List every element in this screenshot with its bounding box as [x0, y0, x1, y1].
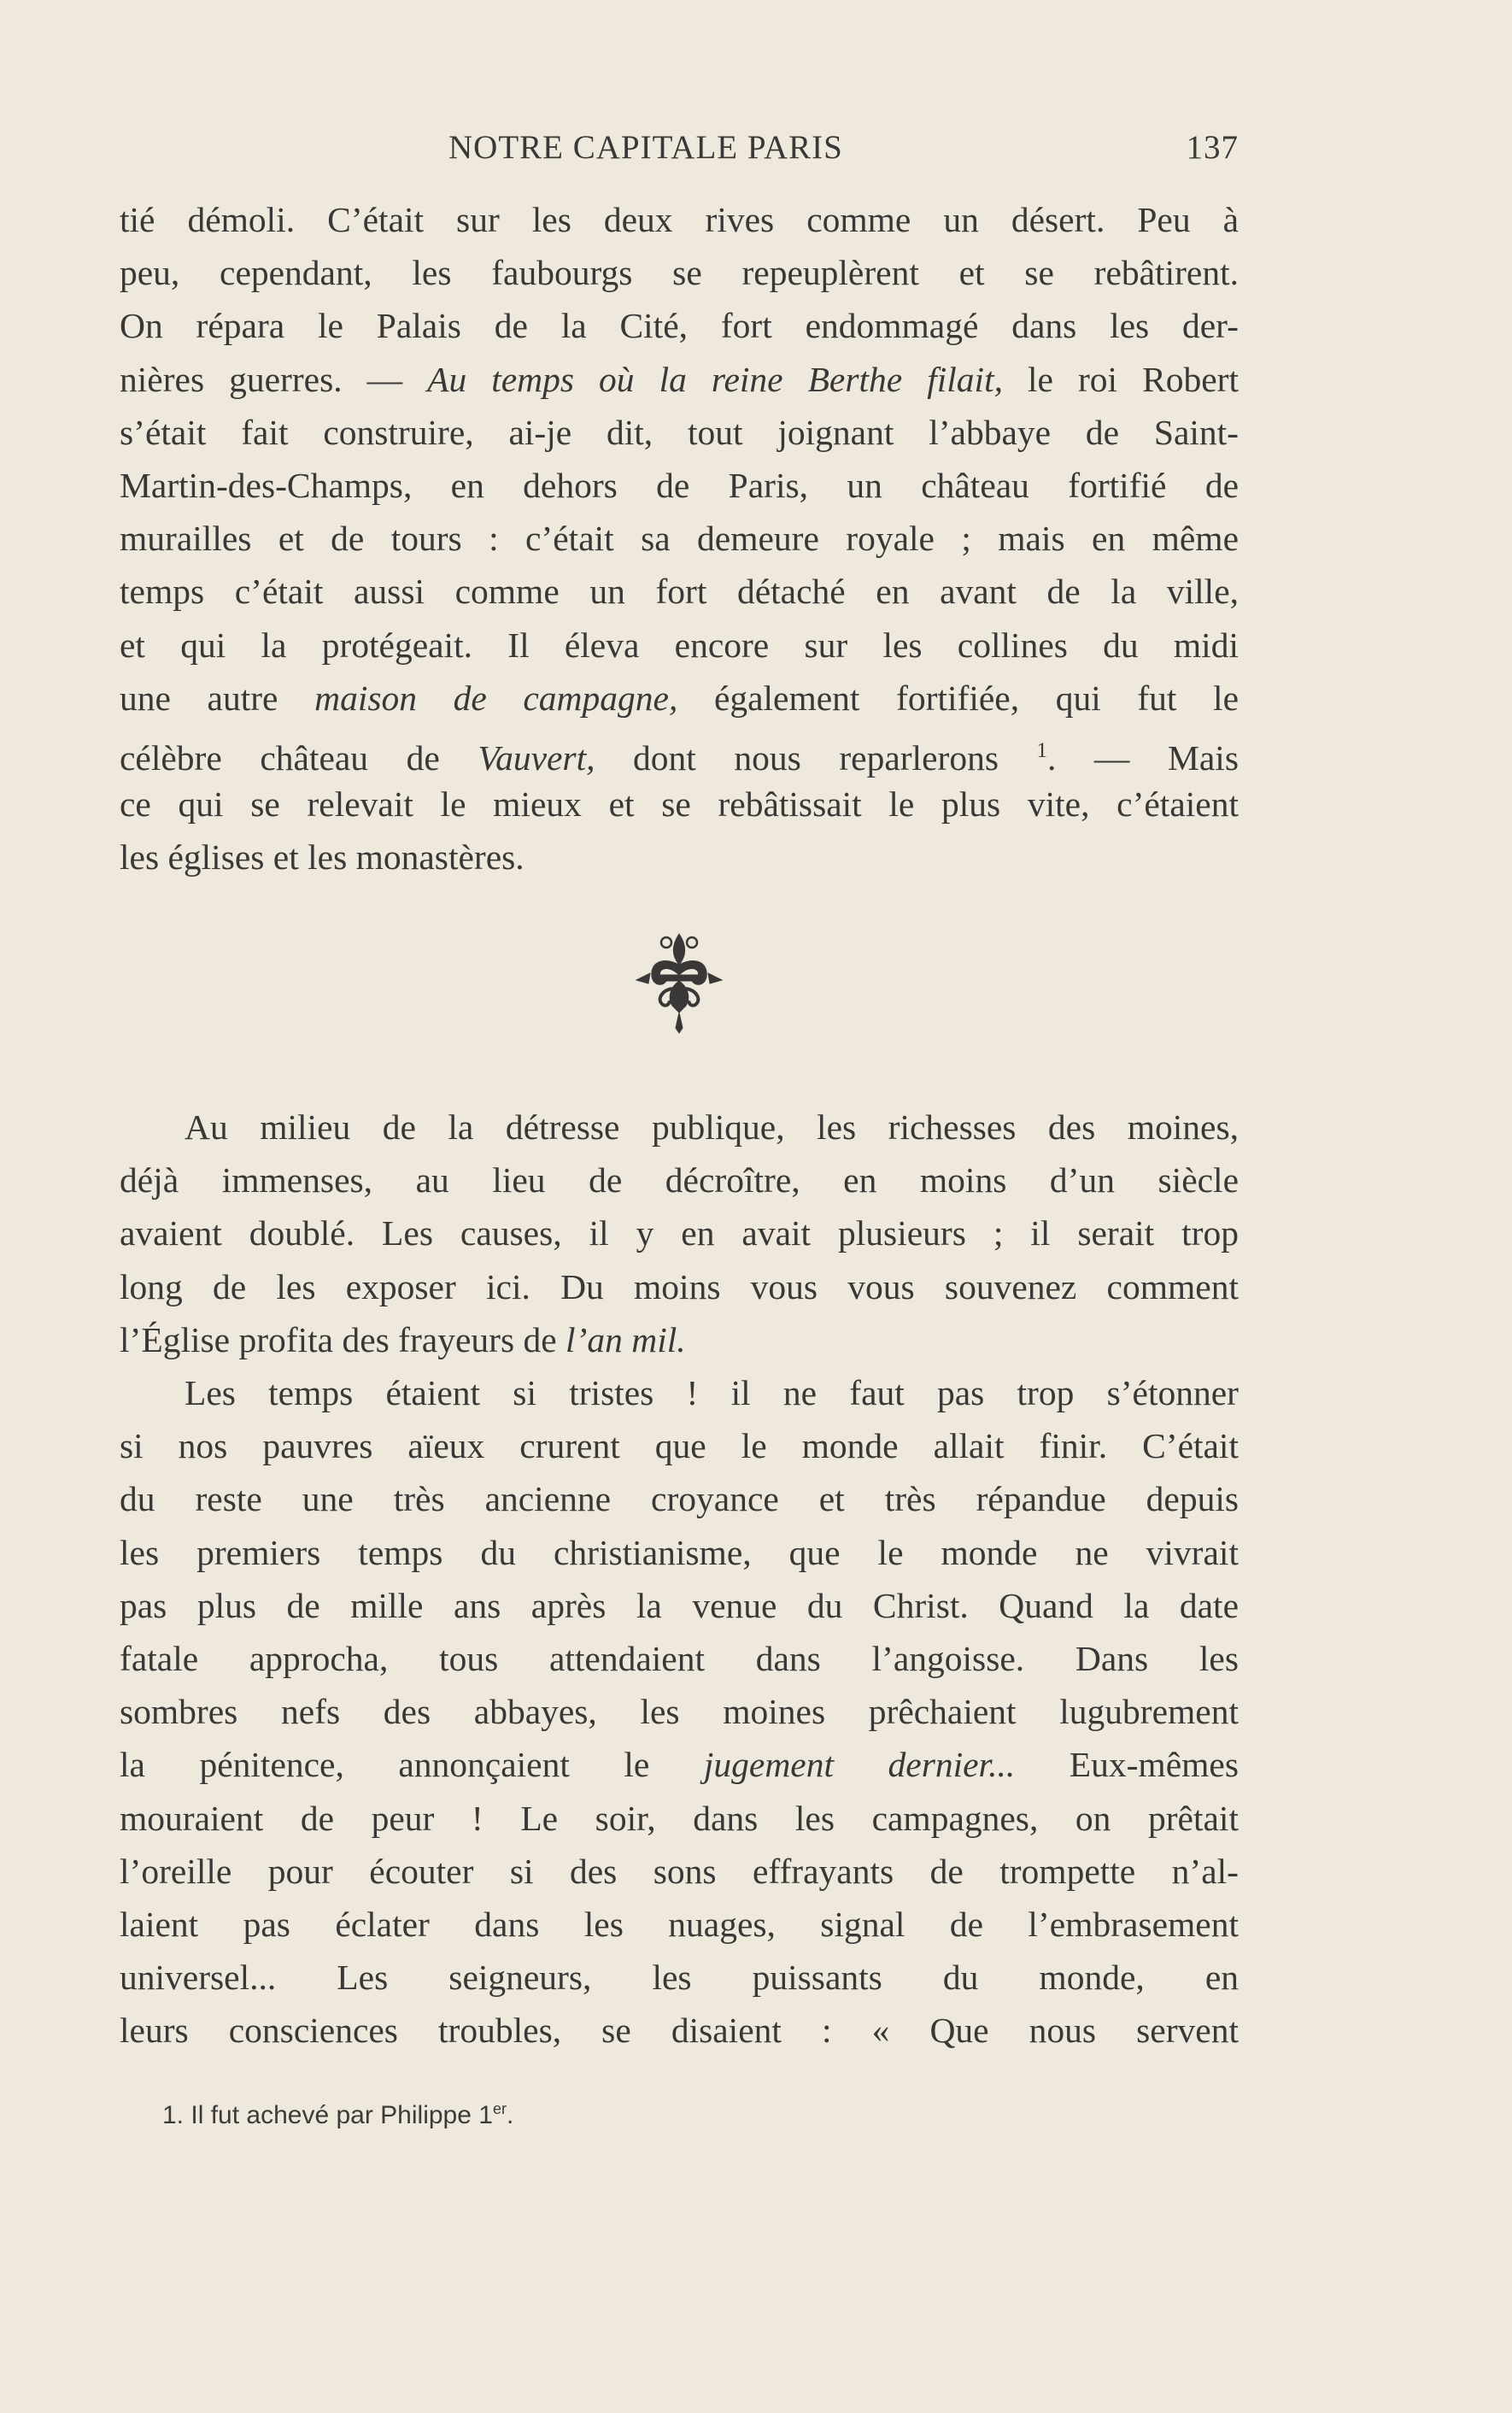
- page-number: 137: [1186, 129, 1239, 166]
- fleur-de-lis-icon: [619, 927, 739, 1047]
- page-header: [120, 128, 1239, 171]
- footnote: 1. Il fut achevé par Philippe 1er.: [162, 2100, 514, 2129]
- text-line: l’oreille pour écouter si des sons effrayants de trompette n’al-: [120, 1851, 1239, 1891]
- italic-phrase: Vauvert,: [478, 737, 595, 778]
- footnote-text: Il fut achevé par Philippe 1: [190, 2101, 493, 2129]
- text-line: mouraient de peur ! Le soir, dans les campagnes, on prêtait: [120, 1798, 1239, 1838]
- italic-phrase: l’an mil.: [566, 1319, 686, 1359]
- text-line: long de les exposer ici. Du moins vous vous souvenez comment: [120, 1266, 1239, 1306]
- text-line: si nos pauvres aïeux crurent que le monde allait finir. C’était: [120, 1426, 1239, 1466]
- text-line: une autre maison de campagne, également fortifiée, qui fut le: [120, 678, 1239, 718]
- text-line: universel... Les seigneurs, les puissants du monde, en: [120, 1958, 1239, 1998]
- text-line: et qui la protégeait. Il éleva encore sur les collines du midi: [120, 625, 1239, 665]
- text-line: les premiers temps du christianisme, que le monde ne vivrait: [120, 1532, 1239, 1572]
- text-line: temps c’était aussi comme un fort détaché en avant de la ville,: [120, 572, 1239, 612]
- running-title: NOTRE CAPITALE PARIS: [448, 129, 843, 166]
- text-line: s’était fait construire, ai-je dit, tout joignant l’abbaye de Saint-: [120, 412, 1239, 452]
- italic-quote: Au temps où la reine Berthe filait,: [427, 359, 1003, 399]
- text-line: murailles et de tours : c’était sa demeure royale ; mais en même: [120, 519, 1239, 559]
- text-line: leurs consciences troubles, se disaient : « Que nous servent: [120, 2011, 1239, 2051]
- paragraph-2: [120, 1101, 1239, 1366]
- footnote-ref: 1: [1036, 738, 1047, 762]
- text-line: fatale approcha, tous attendaient dans l’angoisse. Dans les: [120, 1638, 1239, 1678]
- text-line: avaient doublé. Les causes, il y en avait plusieurs ; il serait trop: [120, 1213, 1239, 1253]
- text-line: les églises et les monastères.: [120, 837, 525, 878]
- paragraph-1: [120, 193, 1239, 884]
- text-line: nières guerres. — Au temps où la reine Berthe filait, le roi Robert: [120, 359, 1239, 399]
- text-line: Martin-des-Champs, en dehors de Paris, un château fortifié de: [120, 465, 1239, 505]
- italic-phrase: maison de campagne,: [314, 678, 678, 718]
- text-line: la pénitence, annonçaient le jugement dernier... Eux-mêmes: [120, 1745, 1239, 1785]
- text-line: déjà immenses, au lieu de décroître, en moins d’un siècle: [120, 1160, 1239, 1201]
- text-line: Les temps étaient si tristes ! il ne faut pas trop s’étonner: [185, 1373, 1239, 1412]
- text-line: du reste une très ancienne croyance et très répandue depuis: [120, 1479, 1239, 1519]
- text-line: On répara le Palais de la Cité, fort endommagé dans les der-: [120, 306, 1239, 346]
- text-line: laient pas éclater dans les nuages, signal de l’embrasement: [120, 1904, 1239, 1944]
- text-line: tié démoli. C’était sur les deux rives comme un désert. Peu à: [120, 200, 1239, 239]
- text-line: célèbre château de Vauvert, dont nous reparlerons $^1$. — Mais: [120, 737, 1239, 778]
- text-line: sombres nefs des abbayes, les moines prêchaient lugubrement: [120, 1692, 1239, 1732]
- text-line: peu, cependant, les faubourgs se repeuplèrent et se rebâtirent.: [120, 253, 1239, 293]
- italic-phrase: jugement dernier...: [703, 1745, 1016, 1785]
- footnote-number: 1.: [162, 2101, 185, 2129]
- paragraph-3: [120, 1366, 1239, 2057]
- text-line: Au milieu de la détresse publique, les richesses des moines,: [185, 1107, 1239, 1147]
- text-line: ce qui se relevait le mieux et se rebâtissait le plus vite, c’étaient: [120, 784, 1239, 825]
- footnote-sup: er: [492, 2100, 507, 2117]
- text-line: pas plus de mille ans après la venue du Christ. Quand la date: [120, 1585, 1239, 1625]
- text-line: l’Église profita des frayeurs de l’an mil.: [120, 1319, 686, 1359]
